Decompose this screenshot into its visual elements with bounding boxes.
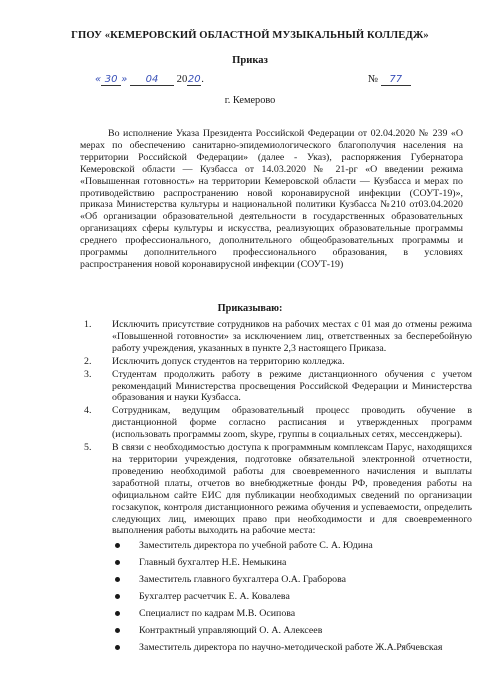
order-item — [80, 356, 472, 368]
organization-name: ГПОУ «КЕМЕРОВСКИЙ ОБЛАСТНОЙ МУЗЫКАЛЬНЫЙ КОЛЛЕДЖ» — [71, 30, 429, 41]
bullet-icon — [115, 560, 120, 565]
orders-heading: Приказываю: — [217, 303, 283, 314]
staff-name: Бухгалтер расчетчик Е. А. Ковалева — [139, 591, 290, 603]
staff-item — [112, 591, 472, 603]
staff-list — [112, 540, 472, 653]
order-number — [368, 74, 411, 86]
date-close-quote: » — [121, 74, 128, 85]
staff-item — [112, 608, 472, 620]
staff-item — [112, 557, 472, 569]
order-item-number: 1. — [84, 319, 92, 330]
staff-item — [112, 642, 472, 654]
order-items-list — [80, 319, 472, 659]
order-item-number: 5. — [84, 442, 92, 454]
staff-name: Заместитель главного бухгалтера О.А. Граборова — [139, 574, 347, 586]
city: г. Кемерово — [224, 95, 276, 106]
order-date — [95, 74, 204, 86]
order-item — [80, 319, 472, 355]
date-year-suffix: 20 — [187, 74, 201, 85]
order-item-text: Студентам продолжить работу в режиме дистанционного обучения с учетом рекомендаций Министерства просвещения Российской Федерации и Министерства образования и науки Кузбасса. — [112, 368, 472, 404]
bullet-icon — [115, 594, 120, 599]
order-item-number: 3. — [84, 368, 92, 380]
order-item-text: Исключить присутствие сотрудников на рабочих местах с 01 мая до отмены режима «Повышенной готовности» за исключением лиц, ответственных за бесперебойную работу учреждения, указанных в пункте 2,3 настоящего Приказа. — [112, 319, 472, 354]
bullet-icon — [115, 645, 120, 650]
staff-item — [112, 625, 472, 637]
order-item-number: 2. — [84, 355, 92, 367]
date-year-prefix: 20 — [176, 74, 188, 85]
order-item-text: В связи с необходимостью доступа к программным комплексам Парус, находящихся на территории учреждения, подготовке обязательной электронной отчетности, проведению необходимой работы для своевременного начисления и выплаты заработной платы, отчетов во внебюджетные фонды РФ, проведения работы на официальном сайте ЕИС для публикации необходимых сведений по организации госзакупок, контроля дистанционного режима обучения и успеваемости, определить следующих лиц, имеющих право при необходимости и для своевременного выполнения работы выходить на рабочие места: — [112, 442, 472, 537]
staff-item — [112, 574, 472, 586]
document-title: Приказ — [232, 55, 268, 66]
order-item — [80, 405, 472, 441]
order-item — [80, 442, 472, 654]
order-item — [80, 369, 472, 405]
date-open-quote: « — [95, 74, 102, 85]
order-number-label: № — [368, 74, 379, 85]
date-year-end: . — [201, 74, 204, 85]
order-item-text: Исключить допуск студентов на территорию колледжа. — [112, 355, 345, 367]
staff-item — [112, 540, 472, 552]
bullet-icon — [115, 611, 120, 616]
staff-name: Контрактный управляющий О. А. Алексеев — [139, 624, 323, 636]
staff-name: Заместитель директора по научно-методической работе Ж.А.Рябчевская — [139, 641, 443, 653]
staff-name: Заместитель директора по учебной работе С. А. Юдина — [139, 540, 373, 552]
bullet-icon — [115, 577, 120, 582]
bullet-icon — [115, 628, 120, 633]
order-number-value: 77 — [381, 74, 411, 86]
staff-name: Главный бухгалтер Н.Е. Немыкина — [139, 557, 287, 569]
order-item-text: Сотрудникам, ведущим образовательный процесс проводить обучение в дистанционной форме согласно расписания и утвержденных программ (использовать программы zoom, skype, группы в социальных сетях, мессенджеры). — [112, 405, 472, 441]
date-day: 30 — [101, 74, 121, 86]
order-item-number: 4. — [84, 405, 92, 417]
preamble-paragraph: Во исполнение Указа Президента Российской Федерации от 02.04.2020 № 239 «О мерах по обеспечению санитарно-эпидемиологического благополучия населения на территории Российской Федерации» (далее - Указ), распоряжения Губернатора Кемеровской области — Кузбасса от 14.03.2020 № 21-рг «О введении режима «Повышенная готовность» на территории Кемеровской области — Кузбасса и мерах по противодействию распространению новой коронавирусной инфекции (СОУТ-19)», приказа Министерства культуры и национальной политики Кузбасса №210 от03.04.2020 «Об организации образовательной деятельности в государственных образовательных организациях сферы культуры и искусства, реализующих образовательные программы среднего профессионального, дополнительного общеобразовательных программы и программы дополнительного профессионального образования, в условиях распространения новой коронавирусной инфекции (СОУТ-19) — [80, 128, 463, 270]
date-month: 04 — [130, 74, 174, 86]
staff-name: Специалист по кадрам М.В. Осипова — [139, 607, 296, 619]
bullet-icon — [115, 543, 120, 548]
